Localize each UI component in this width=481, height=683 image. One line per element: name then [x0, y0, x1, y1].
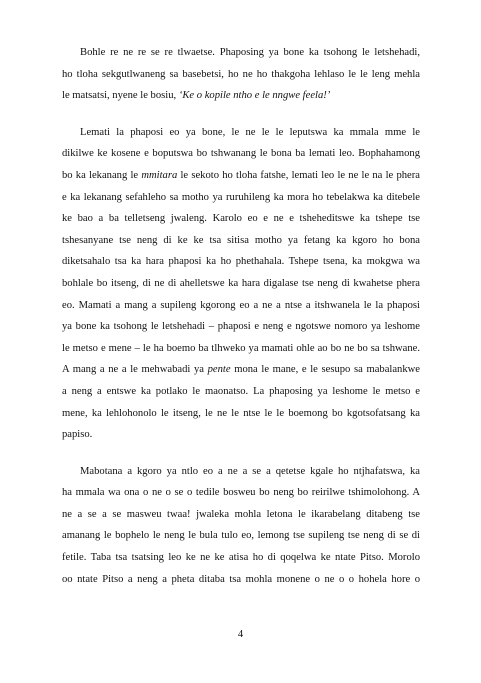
- text-line: ho tloha sekgutlwaneng sa basebetsi, ho ne ho thakgoha lehlaso le le leng mehla: [62, 68, 420, 80]
- text-run: bo ka lekanang le: [62, 169, 142, 181]
- text-line: [62, 85, 420, 107]
- text-run: le sekoto ho tloha fatshe, lemati leo le ne le na le phera: [177, 169, 420, 181]
- italic-word: mmitara: [141, 169, 178, 181]
- text-line: dikilwe ke kosene e boputswa bo tshwanang le bona ba lemati leo. Bophahamong: [62, 148, 420, 160]
- text-line: Bohle re ne re se re tlwaetse. Phaposing ya bone ka tsohong le letshehadi,: [80, 47, 420, 58]
- text-run: A mang a ne a le mehwabadi ya: [62, 364, 208, 376]
- text-line: ya bone ka tsohong le letshehadi – phaposi e neng e ngotswe nomoro ya leshome: [62, 321, 420, 333]
- text-line: Lemati la phaposi eo ya bone, le ne le le leputswa ka mmala mme le: [80, 126, 420, 138]
- text-line: diketsahalo tsa ka hara phaposi ka ho phethahala. Tshepe tsena, ka mokgwa wa: [62, 256, 420, 268]
- text-line: mene, ka lehlohonolo le itseng, le ne le ntse le le boemong bo kgotsofatsang ka: [62, 407, 420, 419]
- text-line: ke bao a ba telletseng jwaleng. Karolo eo e ne e tsheheditswe ka tshepe tse: [62, 213, 420, 225]
- text-run: le matsatsi, nyene le bosiu,: [62, 90, 179, 102]
- paragraph-3: [62, 461, 420, 591]
- paragraph-1: [62, 42, 420, 107]
- paragraph-2: [62, 122, 420, 446]
- text-line: oo ntate Pitso a neng a pheta ditaba tsa mohla monene o ne o o hohela hore o: [62, 573, 420, 585]
- page-number: 4: [237, 629, 244, 640]
- text-line: le metso e mene – le ha boemo ba tlhweko ya mamati ohle ao bo ne bo sa tshwane.: [62, 342, 420, 354]
- text-line: ne a se a se masweu twaa! jwaleka mohla letona le ikarabelang ditabeng tse: [62, 508, 420, 520]
- body-text: [62, 42, 420, 605]
- text-line: eo. Mamati a mang a supileng kgorong eo a ne a ntse a itshwanela le la phaposi: [62, 299, 420, 311]
- text-line: tshesanyane tse neng di ke ke tsa sitisa motho ya fetang ka kgoro ho bona: [62, 234, 420, 246]
- italic-quote: ‘Ke o kopile ntho e le nngwe feela!’: [178, 90, 331, 102]
- text-line: e ka lekanang sefahleho sa motho ya ruruhileng ka mora ho tebelakwa ka ditebele: [62, 191, 420, 203]
- text-line: papiso.: [62, 429, 93, 441]
- text-line: bohlale bo itseng, di ne di ahelletswe ka hara digalase tse neng di kwahetse phera: [62, 277, 420, 289]
- text-line: Mabotana a kgoro ya ntlo eo a ne a se a qetetse kgale ho ntjhafatswa, ka: [80, 465, 420, 477]
- text-line: [62, 359, 420, 381]
- text-line: amanang le bophelo le neng le bula tulo eo, lemong tse supileng tse neng di se di: [62, 530, 420, 542]
- text-line: ha mmala wa ona o ne o se o tedile bosweu bo neng bo reirilwe tshimolohong. A: [62, 487, 420, 499]
- italic-word: pente: [207, 364, 231, 376]
- text-line: a neng a entswe ka potlako le maonatso. La phaposing ya leshome le metso e: [62, 385, 420, 397]
- text-line: fetile. Taba tsa tsatsing leo ke ne ke atisa ho di qoqelwa ke ntate Pitso. Morolo: [62, 552, 420, 564]
- text-run: mona le mane, e le sesupo sa mabalankwe: [230, 364, 420, 376]
- text-line: [62, 165, 420, 187]
